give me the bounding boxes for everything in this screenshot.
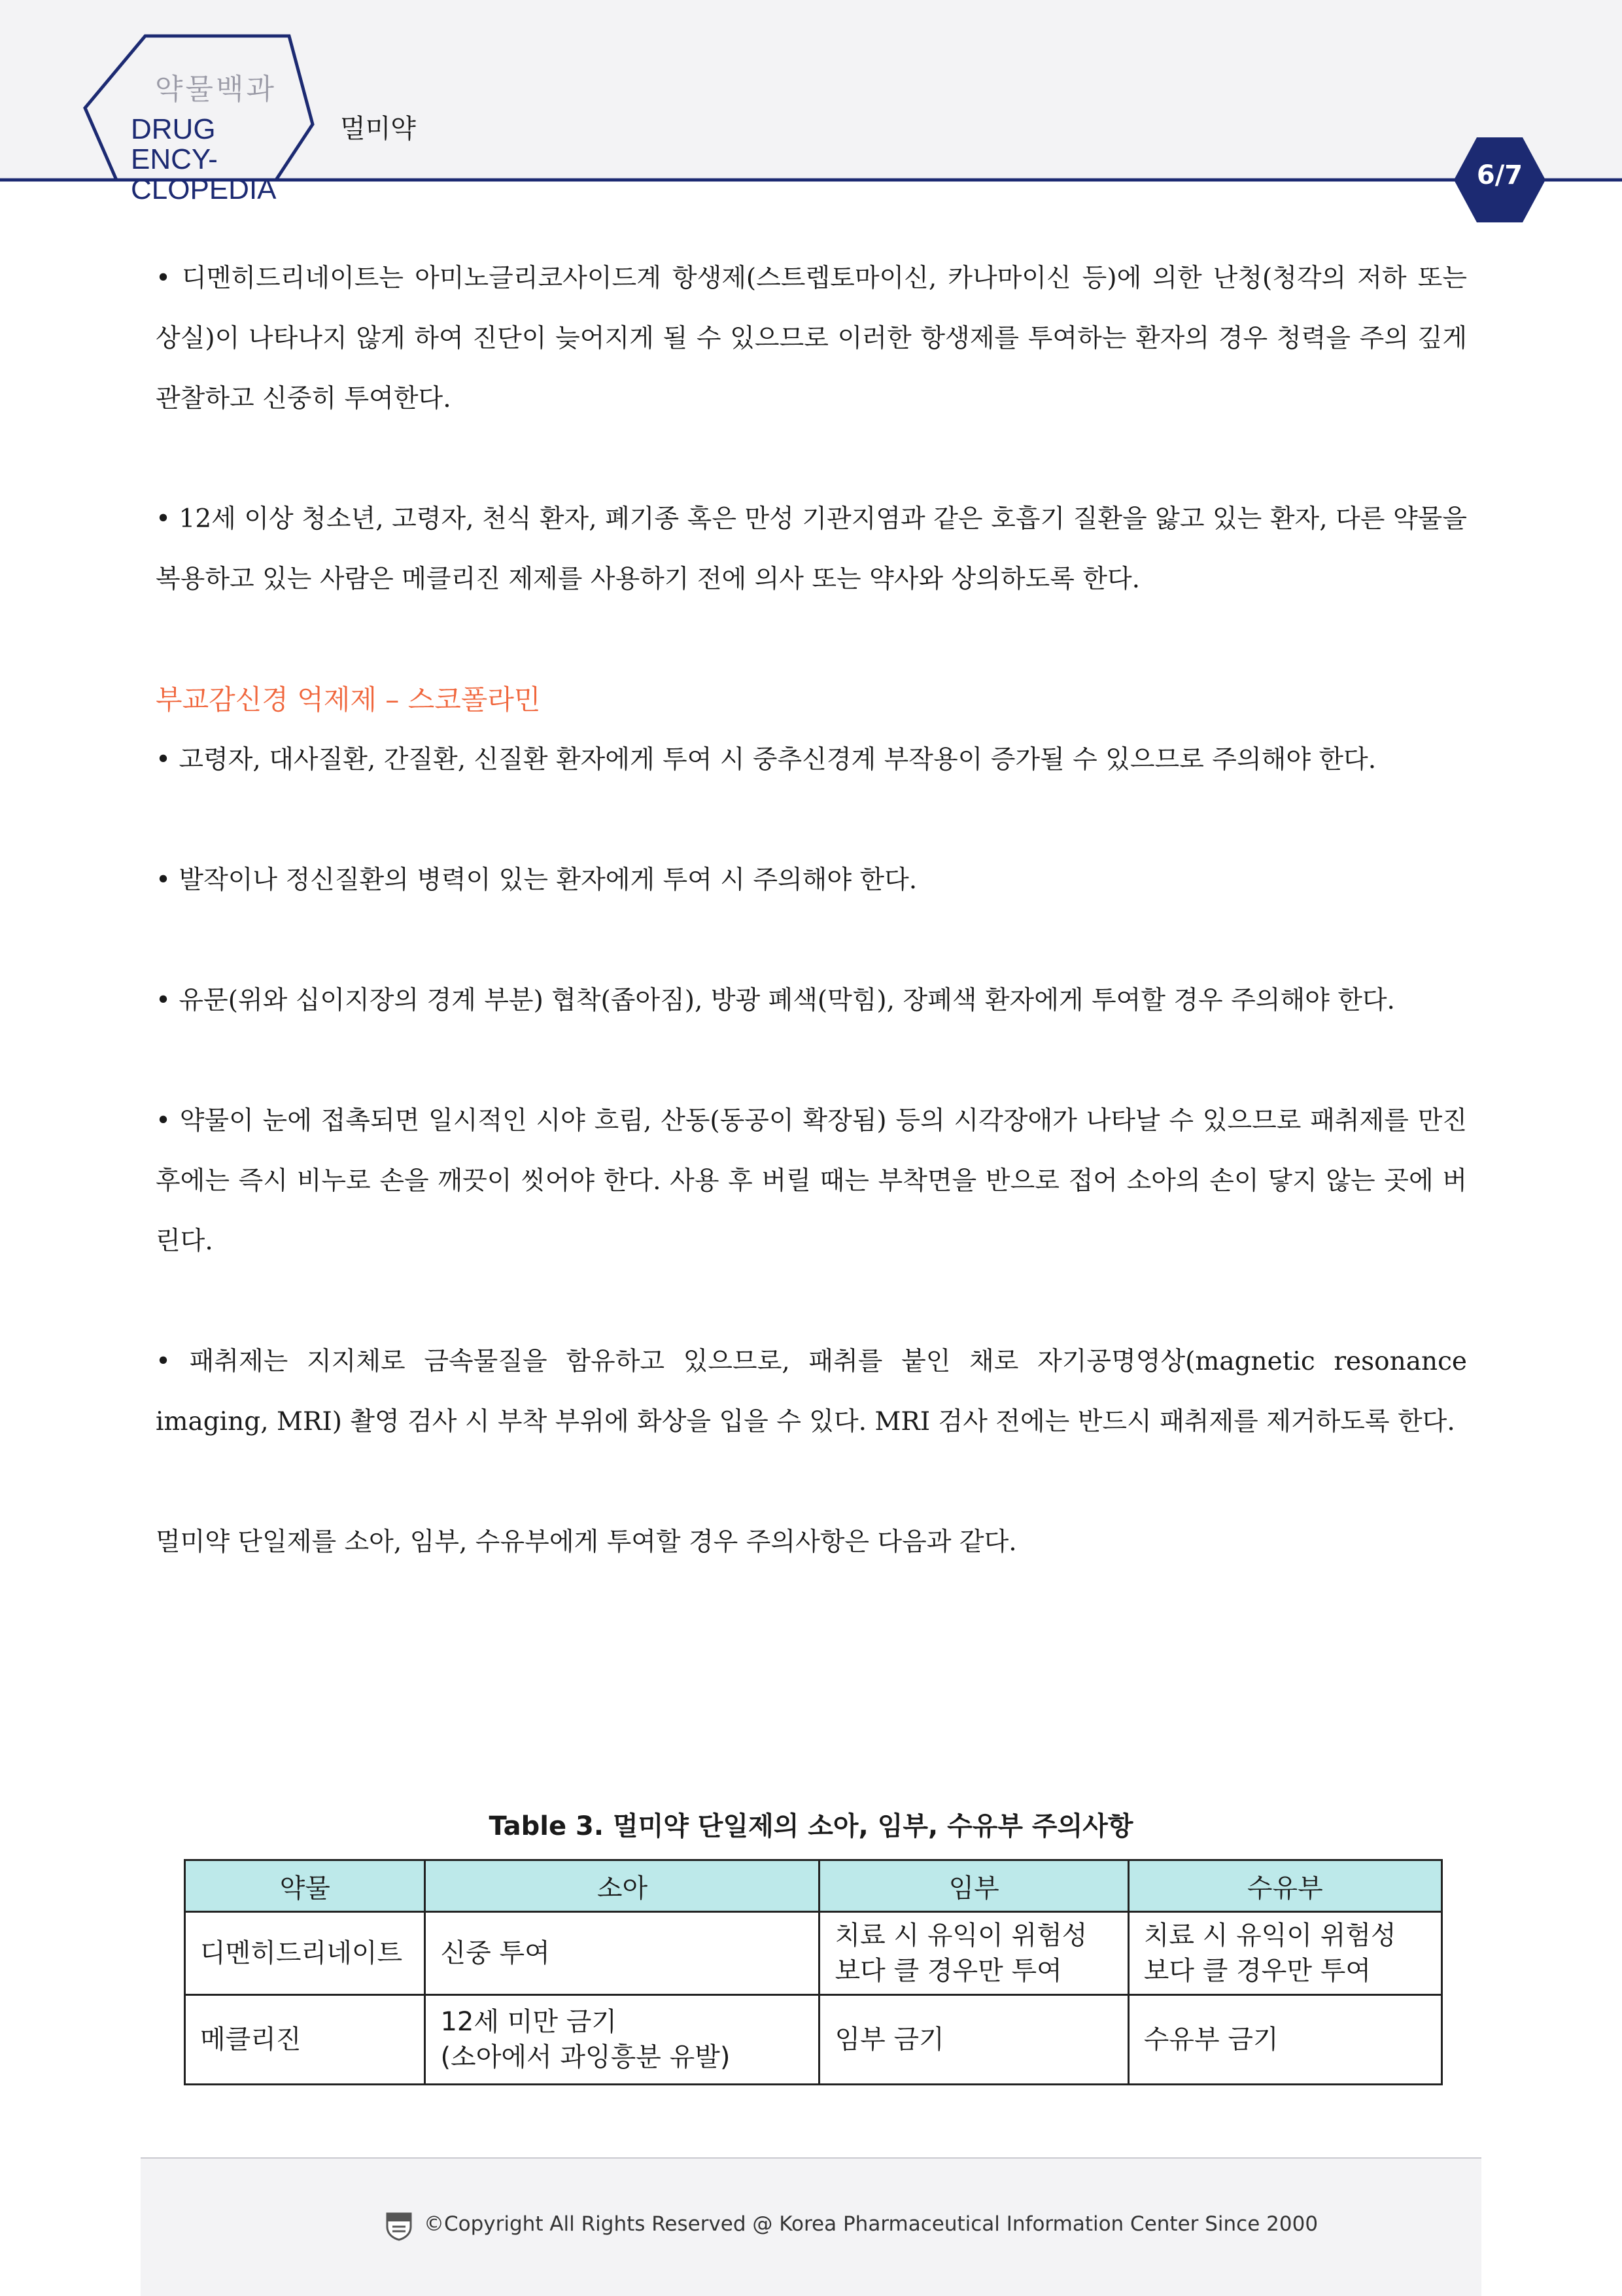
header-child: 소아 (425, 1860, 820, 1912)
cell-drug: 디멘히드리네이트 (185, 1912, 425, 1995)
cell-line: 치료 시 유익이 위험성 (1143, 1921, 1396, 1951)
paragraph-obstruction: • 유문(위와 십이지장의 경계 부분) 협착(좁아짐), 방광 폐색(막힘), 장폐색 환자에게 투여할 경우 주의해야 한다. (156, 986, 1395, 1015)
paragraph-table-intro: 멀미약 단일제를 소아, 임부, 수유부에게 투여할 경우 주의사항은 다음과 같다. (156, 1527, 1017, 1557)
cell-pregnant: 임부 금기 (820, 1995, 1128, 2085)
paragraph-seizure-history: • 발작이나 정신질환의 병력이 있는 환자에게 투여 시 주의해야 한다. (156, 865, 918, 895)
paragraph-eye-contact: • 약물이 눈에 접촉되면 일시적인 시야 흐림, 산동(동공이 확장됨) 등의 시각장애가 나타날 수 있으므로 패취제를 만진 후에는 즉시 비누로 손을 깨끗이 씻어야 한다. 사용 후 버릴 때는 부착면을 반으로 접어 소아의 손이 닿지 않는 곳에 버린다. (156, 1106, 1467, 1256)
cell-pregnant (820, 1912, 1128, 1995)
cell-nursing (1128, 1912, 1441, 1995)
logo-english-line-1: DRUG ENCY- (131, 113, 218, 175)
logo-english-text (131, 114, 301, 205)
table-row (185, 1995, 1442, 2085)
cell-line: 12세 미만 금기 (440, 2007, 617, 2037)
document-title: 멀미약 (340, 114, 416, 144)
paragraph-mri-warning: • 패취제는 지지체로 금속물질을 함유하고 있으므로, 패취를 붙인 채로 자기공명영상(magnetic resonance imaging, MRI) 촬영 검사 시 부착 부위에 화상을 입을 수 있다. MRI 검사 전에는 반드시 패취제를 제거하도록 한다. (156, 1347, 1467, 1436)
cell-child (425, 1995, 820, 2085)
paragraph-dimenhydrinate-hearing: • 디멘히드리네이트는 아미노글리코사이드계 항생제(스트렙토마이신, 카나마이신 등)에 의한 난청(청각의 저하 또는 상실)이 나타나지 않게 하여 진단이 늦어지게 될 수 있으므로 이러한 항생제를 투여하는 환자의 경우 청력을 주의 깊게 관찰하고 신중히 투여한다. (156, 264, 1467, 413)
cell-drug: 메클리진 (185, 1995, 425, 2085)
paragraph-meclizine-consult: • 12세 이상 청소년, 고령자, 천식 환자, 폐기종 혹은 만성 기관지염과 같은 호흡기 질환을 앓고 있는 환자, 다른 약물을 복용하고 있는 사람은 메클리진 제제를 사용하기 전에 의사 또는 약사와 상의하도록 한다. (156, 504, 1467, 594)
cell-nursing: 수유부 금기 (1128, 1995, 1441, 2085)
header-pregnant: 임부 (820, 1860, 1128, 1912)
cell-line: (소아에서 과잉흥분 유발) (440, 2042, 731, 2072)
table-header-row (185, 1860, 1442, 1912)
caution-table (184, 1859, 1443, 2085)
footer-copyright: ©Copyright All Rights Reserved @ Korea Pharmaceutical Information Center Since 2000 (424, 2212, 1319, 2236)
cell-line: 치료 시 유익이 위험성 (835, 1921, 1088, 1951)
paragraph-elderly-cns: • 고령자, 대사질환, 간질환, 신질환 환자에게 투여 시 중추신경계 부작용이 증가될 수 있으므로 주의해야 한다. (156, 745, 1377, 774)
table-title: Table 3. 멀미약 단일제의 소아, 임부, 수유부 주의사항 (489, 1811, 1133, 1841)
page-number: 6/7 (1476, 160, 1523, 190)
document-body (156, 249, 1467, 1573)
cell-line: 보다 클 경우만 투여 (835, 1956, 1062, 1986)
logo-korean-text: 약물백과 (154, 73, 277, 106)
logo-english-line-2: CLOPEDIA (131, 173, 277, 205)
header-nursing: 수유부 (1128, 1860, 1441, 1912)
table-row (185, 1912, 1442, 1995)
cell-child: 신중 투여 (425, 1912, 820, 1995)
header-drug: 약물 (185, 1860, 425, 1912)
section-heading-scopolamine: 부교감신경 억제제 – 스코폴라민 (156, 684, 541, 716)
cell-line: 보다 클 경우만 투여 (1143, 1956, 1371, 1986)
kpic-shield-icon (385, 2211, 413, 2241)
